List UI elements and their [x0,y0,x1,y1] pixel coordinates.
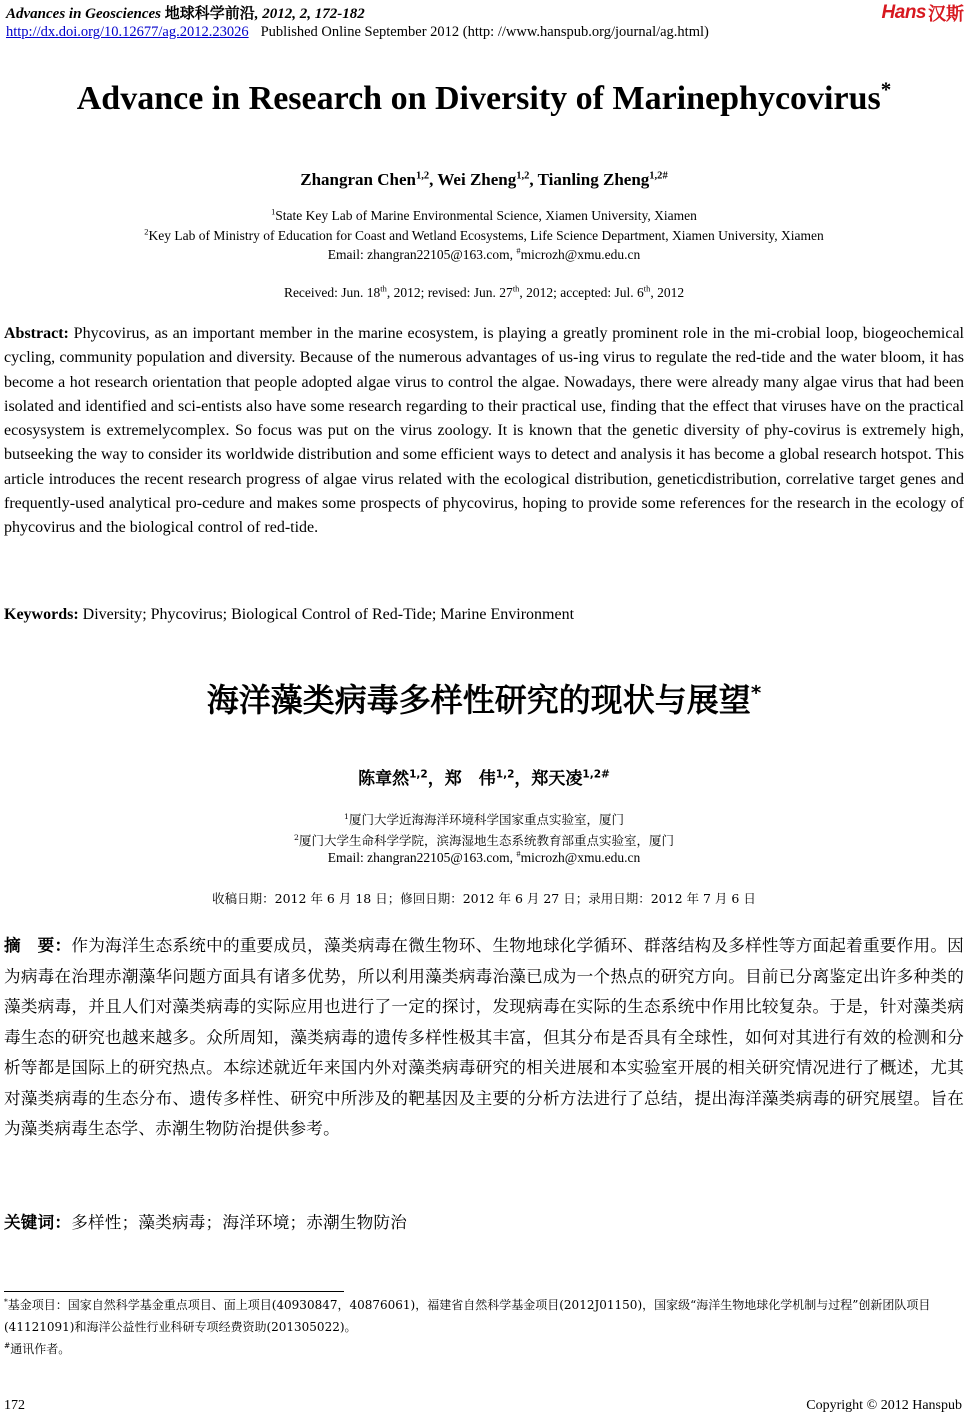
author-sup: 1,2 [416,170,430,182]
author-name-cn: 陈章然 [358,769,410,789]
author-sup-cn: 1,2 [495,768,515,781]
accepted-date: , 2012; accepted: Jul. 6 [519,285,644,300]
affiliation-text: Key Lab of Ministry of Education for Coast and Wetland Ecosystems, Life Science Department, Xiamen University, Xiamen [148,228,824,243]
abstract-body: Phycovirus, as an important member in the marine ecosystem, is playing a greatly prominent role in the mi-crobial loop, biogeochemical cycling, community population and diversity. Because of the numerous advantages of us-ing virus to regulate the red-tide and the water bloom, it has become a hot research orientation that people adopted algae virus to control the algae. Nowadays, there were already many algae virus that had been isolated and identified and sci-entists also have some research regarding to their practical use, finding that the effect that viruses have on the practical ecosysystem is extremelycomplex. So focus was put on the virus zoology. It is known that the genetic diversity of phy-covirus is extremely high, butseeking the way to consider its worldwide distribution and some efficient ways to detect and analysis it has become a global research hotspot. This article introduces the recent research progress of algae virus related with the ecological distribution, geneticdistribution, correlative target genes and frequently-used analytical pro-cedure and makes some prospects of phycovirus, hoping to provide some references for the research in the ecology of phycovirus and the biological control of red-tide. [4,325,964,537]
journal-name-cn: 地球科学前沿 [164,6,255,22]
affiliation-text-cn: 厦门大学生命科学学院，滨海湿地生态系统教育部重点实验室，厦门 [298,833,674,848]
copyright: Copyright © 2012 Hanspub [806,1398,962,1413]
email-en [0,247,968,263]
email-suffix: microzh@xmu.edu.cn [520,247,641,262]
title-mark: * [880,77,892,102]
dates-en [0,285,968,301]
abstract-en [4,322,964,541]
email-prefix: Email: zhangran22105@163.com, [327,247,517,262]
title-text-cn: 海洋藻类病毒多样性研究的现状与展望 [206,681,751,719]
email-sup-cn: # [516,849,521,859]
author-sep: , [529,170,538,189]
keywords-body: Diversity; Phycovirus; Biological Control of Red-Tide; Marine Environment [82,606,575,623]
affiliation-text-cn: 厦门大学近海海洋环境科学国家重点实验室，厦门 [348,812,624,827]
date-sup: th [512,284,520,294]
hanspub-logo [882,0,964,26]
published-online: Published Online September 2012 (http: //www.hanspub.org/journal/ag.html) [260,24,709,40]
keywords-label-cn: 关键词： [4,1213,72,1232]
footnote-corresponding [4,1338,964,1360]
journal-header [6,2,365,23]
affiliation-sup: 1 [271,207,276,217]
author-sup: 1,2 [516,170,530,182]
affiliation-1-en [0,208,968,224]
dates-cn: 收稿日期：2012 年 6 月 18 日；修回日期：2012 年 6 月 27 日；录用日期：2012 年 7 月 6 日 [212,891,756,906]
title-text: Advance in Research on Diversity of Marinephycovirus [76,80,881,117]
author-sup-cn: 1,2# [582,768,610,781]
author-sep-cn: ， [514,769,532,789]
volume-info: , 2012, 2, 172-182 [254,6,365,22]
affiliation-2-cn [0,831,968,849]
keywords-body-cn: 多样性；藻类病毒；海洋环境；赤潮生物防治 [71,1213,408,1232]
logo-word: Hans [881,2,926,23]
keywords-en [4,603,964,627]
footnote-corresponding-mark: # [4,1341,11,1350]
doi-link[interactable]: http://dx.doi.org/10.12677/ag.2012.23026 [6,24,249,40]
author-name-cn: 郑天凌 [531,769,583,789]
affiliation-sup: 2 [144,227,149,237]
author-sep: , [429,170,438,189]
author-name: Wei Zheng [437,170,517,189]
abstract-body-cn: 作为海洋生态系统中的重要成员，藻类病毒在微生物环、生物地球化学循环、群落结构及多样性等方面起着重要作用。因为病毒在治理赤潮藻华问题方面具有诸多优势，所以利用藻类病毒治藻已成为一个热点的研究方向。目前已分离鉴定出许多种类的藻类病毒，并且人们对藻类病毒的实际应用也进行了一定的探讨，发现病毒在实际的生态系统中作用比较复杂。于是，针对藻类病毒生态的研究也越来越多。众所周知，藻类病毒的遗传多样性极其丰富，但其分布是否具有全球性，如何对其进行有效的检测和分析等都是国际上的研究热点。本综述就近年来国内外对藻类病毒研究的相关进展和本实验室开展的相关研究情况进行了概述，尤其对藻类病毒的生态分布、遗传多样性、研究中所涉及的靶基因及主要的分析方法进行了总结，提出海洋藻类病毒的研究展望。旨在为藻类病毒生态学、赤潮生物防治提供参考。 [4,936,964,1138]
email-sup: # [516,246,521,256]
affiliation-sup-cn: 1 [344,811,349,821]
page-number: 172 [4,1398,25,1413]
received-date: Received: Jun. 18 [283,285,381,300]
abstract-label-cn: 摘 要： [4,936,72,955]
affiliation-text: State Key Lab of Marine Environmental Science, Xiamen University, Xiamen [275,208,697,223]
footnote-fund-text: 基金项目：国家自然科学基金重点项目、面上项目(40930847，40876061)，福建省自然科学基金项目(2012J01150)，国家级“海洋生物地球化学机制与过程”创新团队项目(41121091)和海洋公益性行业科研专项经费资助(201305022)。 [4,1298,931,1334]
footnote-fund-mark: * [4,1297,8,1306]
date-sup: th [380,284,387,294]
authors-cn [0,764,968,789]
revised-date: , 2012; revised: Jun. 27 [386,285,513,300]
date-sup: th [643,284,651,294]
author-sup-cn: 1,2 [409,768,428,781]
title-mark-cn: * [750,681,762,705]
footnote-fund [4,1294,964,1338]
authors-en [0,170,968,190]
author-name: Zhangran Chen [300,170,416,189]
journal-name: Advances in Geosciences [6,6,161,22]
paper-title-en [0,77,968,118]
paper-title-cn [0,675,968,721]
keywords-cn [4,1208,964,1239]
email-prefix-cn: Email: zhangran22105@163.com, [327,850,517,865]
date-tail: , 2012 [650,285,685,300]
affiliation-2-en [0,228,968,244]
email-suffix-cn: microzh@xmu.edu.cn [520,850,641,865]
affiliation-1-cn [0,810,968,828]
affiliation-sup-cn: 2 [294,832,299,842]
doi-line [6,24,709,41]
footnote-corresponding-text: 通讯作者。 [10,1342,71,1356]
abstract-label: Abstract: [4,325,69,342]
email-cn [0,850,968,866]
keywords-label: Keywords: [4,606,79,623]
author-name: Tianling Zheng [537,170,650,189]
footnote-rule [4,1291,344,1292]
author-sup: 1,2# [649,170,668,182]
author-name-cn: 郑 伟 [444,769,496,789]
abstract-cn [4,931,964,1145]
author-sep-cn: ， [427,769,445,789]
logo-cn: 汉斯 [928,4,964,25]
